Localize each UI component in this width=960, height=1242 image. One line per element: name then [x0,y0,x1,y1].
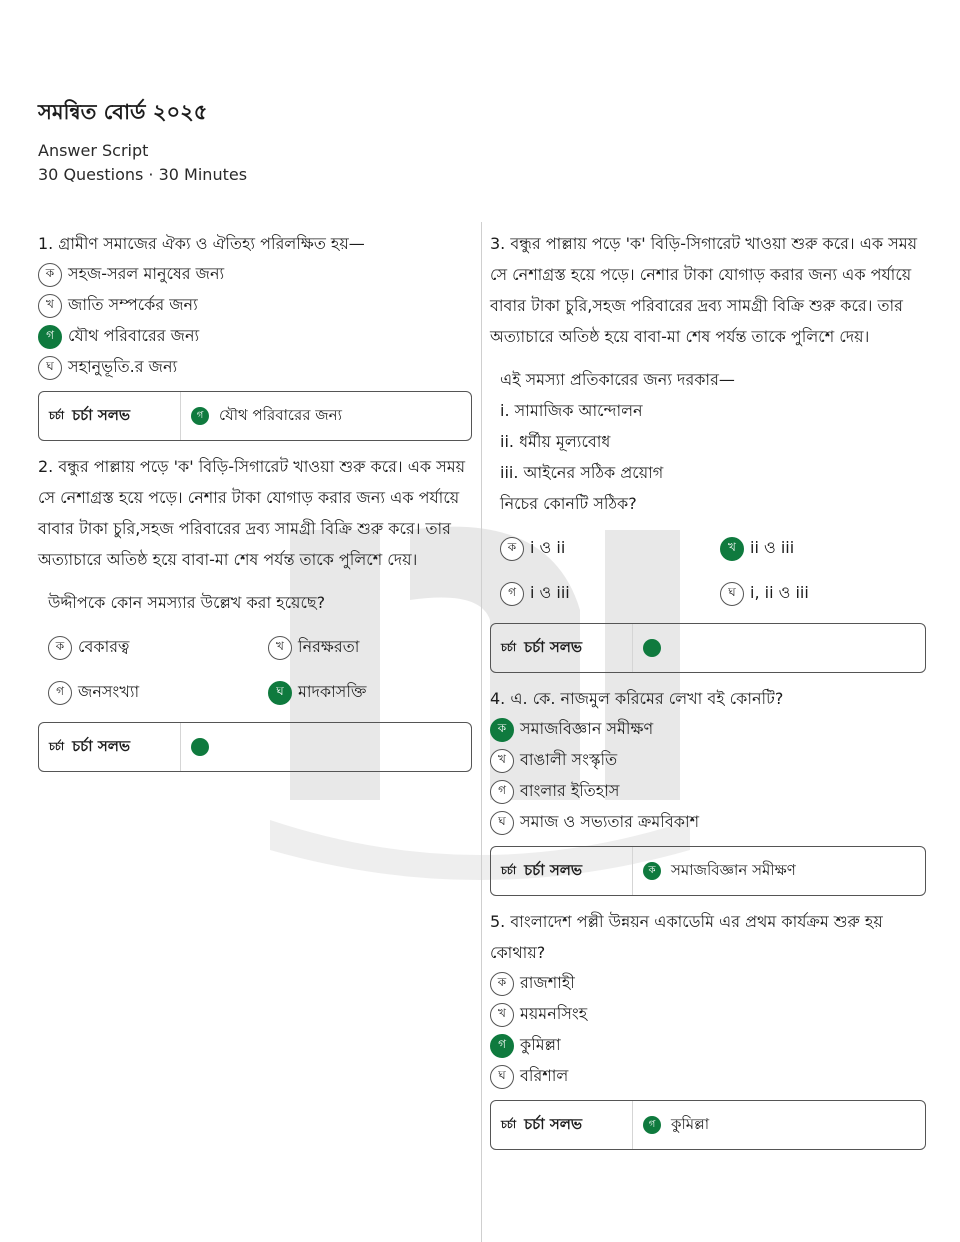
brand-icon: চর্চা [49,408,65,422]
option-key-badge: খ [490,749,514,773]
question-text: 5. বাংলাদেশ পল্লী উন্নয়ন একাডেমি এর প্রথম কার্যক্রম শুরু হয় কোথায়? [490,912,883,962]
page-meta: 30 Questions · 30 Minutes [38,165,248,184]
answer-box [38,391,472,441]
option-text: যৌথ পরিবারের জন্য [68,326,200,345]
question-passage: 2. বন্ধুর পাল্লায় পড়ে 'ক' বিড়ি-সিগারেট খাওয়া শুরু করে। এক সময় সে নেশাগ্রস্ত হয়ে পড়ে। নেশার টাকা যোগাড় করার জন্য এক পর্যায়ে বাবার টাকা চুরি,সহজ পরিবারের দ্রব্য সামগ্রী বিক্রি শুরু করে। তার অত্যাচারে অতিষ্ঠ হয়ে বাবা-মা শেষ পর্যন্ত তাকে পুলিশে দেয়। [38,457,466,569]
option-key-badge: গ [490,780,514,804]
option-key-badge: খ [268,636,292,660]
option-ka[interactable] [500,533,720,564]
option-kha[interactable] [268,632,468,663]
option-text: জনসংখ্যা [78,682,140,701]
answer-label: চর্চা সলভ [524,1114,583,1133]
option-text: সমাজবিজ্ঞান সমীক্ষণ [520,719,654,738]
option-kha[interactable] [490,999,926,1030]
option-key-badge: ঘ [490,1065,514,1089]
answer-dot [191,738,209,756]
correct-option-badge: ঘ [268,681,292,705]
option-text: বাঙালী সংস্কৃতি [520,750,618,769]
brand-icon: চর্চা [49,739,65,753]
left-column [38,228,472,782]
question-text: 4. এ. কে. নাজমুল করিমের লেখা বই কোনটি? [490,689,784,708]
answer-box [38,722,472,772]
brand-icon: চর্চা [501,863,517,877]
option-text: সহানুভূতি.র জন্য [68,357,178,376]
option-kha[interactable] [720,533,920,564]
option-text: i, ii ও iii [750,583,809,602]
options-grid [38,632,472,708]
option-ga[interactable] [490,1030,926,1061]
question-5 [490,906,926,1150]
question-prompt: উদ্দীপকে কোন সমস্যার উল্লেখ করা হয়েছে? [48,593,326,612]
answer-dot [643,639,661,657]
page-title: সমন্বিত বোর্ড ২০২৫ [38,100,208,124]
answer-label: চর্চা সলভ [524,860,583,879]
answer-text: সমাজবিজ্ঞান সমীক্ষণ [671,860,796,879]
answer-text: যৌথ পরিবারের জন্য [219,405,342,424]
option-gha[interactable] [268,677,468,708]
statement-1: i. সামাজিক আন্দোলন [500,401,643,420]
option-key-badge: ক [500,537,524,561]
answer-label: চর্চা সলভ [524,637,583,656]
answer-label: চর্চা সলভ [72,405,131,424]
answer-key-dot: গ [643,1116,661,1134]
question-3 [490,228,926,673]
question-passage: 3. বন্ধুর পাল্লায় পড়ে 'ক' বিড়ি-সিগারেট খাওয়া শুরু করে। এক সময় সে নেশাগ্রস্ত হয়ে পড়ে। নেশার টাকা যোগাড় করার জন্য এক পর্যায়ে বাবার টাকা চুরি,সহজ পরিবারের দ্রব্য সামগ্রী বিক্রি শুরু করে। তার অত্যাচারে অতিষ্ঠ হয়ে বাবা-মা শেষ পর্যন্ত তাকে পুলিশে দেয়। [490,234,918,346]
option-key-badge: ক [490,972,514,996]
option-text: জাতি সম্পর্কের জন্য [68,295,198,314]
option-text: সহজ-সরল মানুষের জন্য [68,264,225,283]
option-text: i ও iii [530,583,570,602]
answer-label: চর্চা সলভ [72,736,131,755]
option-key-badge: ঘ [490,811,514,835]
option-text: রাজশাহী [520,973,575,992]
option-ka[interactable] [490,714,926,745]
answer-key-dot: গ [191,407,209,425]
page-subtitle: Answer Script [38,141,149,160]
correct-option-badge: ক [490,718,514,742]
statement-3: iii. আইনের সঠিক প্রয়োগ [500,463,664,482]
option-key-badge: গ [500,582,524,606]
column-divider [481,222,482,1242]
option-ga[interactable] [38,321,472,352]
option-ga[interactable] [500,578,720,609]
option-text: বরিশাল [520,1066,569,1085]
option-gha[interactable] [38,352,472,383]
answer-box [490,846,926,896]
option-ka[interactable] [48,632,268,663]
correct-option-badge: খ [720,537,744,561]
option-key-badge: ক [48,636,72,660]
option-key-badge: ক [38,263,62,287]
option-text: i ও ii [530,538,566,557]
option-gha[interactable] [490,1061,926,1092]
option-ka[interactable] [490,968,926,999]
option-key-badge: ঘ [720,582,744,606]
option-text: নিরক্ষরতা [298,637,360,656]
page-header [38,96,247,187]
question-text: 1. গ্রামীণ সমাজের ঐক্য ও ঐতিহ্য পরিলক্ষিত হয়— [38,234,365,253]
option-text: মাদকাসক্তি [298,682,367,701]
option-gha[interactable] [720,578,920,609]
option-text: বাংলার ইতিহাস [520,781,620,800]
brand-icon: চর্চা [501,1117,517,1131]
option-ga[interactable] [490,776,926,807]
answer-text: কুমিল্লা [671,1114,710,1133]
question-prompt: এই সমস্যা প্রতিকারের জন্য দরকার— [500,370,735,389]
correct-option-badge: গ [38,325,62,349]
option-key-badge: ঘ [38,356,62,380]
correct-option-badge: গ [490,1034,514,1058]
option-kha[interactable] [490,745,926,776]
answer-box [490,623,926,673]
statement-2: ii. ধর্মীয় মূল্যবোধ [500,432,611,451]
option-text: সমাজ ও সভ্যতার ক্রমবিকাশ [520,812,700,831]
options-grid [490,533,926,609]
question-ask: নিচের কোনটি সঠিক? [500,494,637,513]
option-key-badge: খ [38,294,62,318]
option-text: ii ও iii [750,538,795,557]
option-kha[interactable] [38,290,472,321]
option-key-badge: গ [48,681,72,705]
answer-box [490,1100,926,1150]
question-2 [38,451,472,772]
question-4 [490,683,926,896]
option-key-badge: খ [490,1003,514,1027]
question-1 [38,228,472,441]
option-ga[interactable] [48,677,268,708]
right-column [490,228,926,1160]
answer-key-dot: ক [643,862,661,880]
option-text: ময়মনসিংহ [520,1004,588,1023]
option-gha[interactable] [490,807,926,838]
option-ka[interactable] [38,259,472,290]
option-text: কুমিল্লা [520,1035,561,1054]
option-text: বেকারত্ব [78,637,130,656]
brand-icon: চর্চা [501,640,517,654]
